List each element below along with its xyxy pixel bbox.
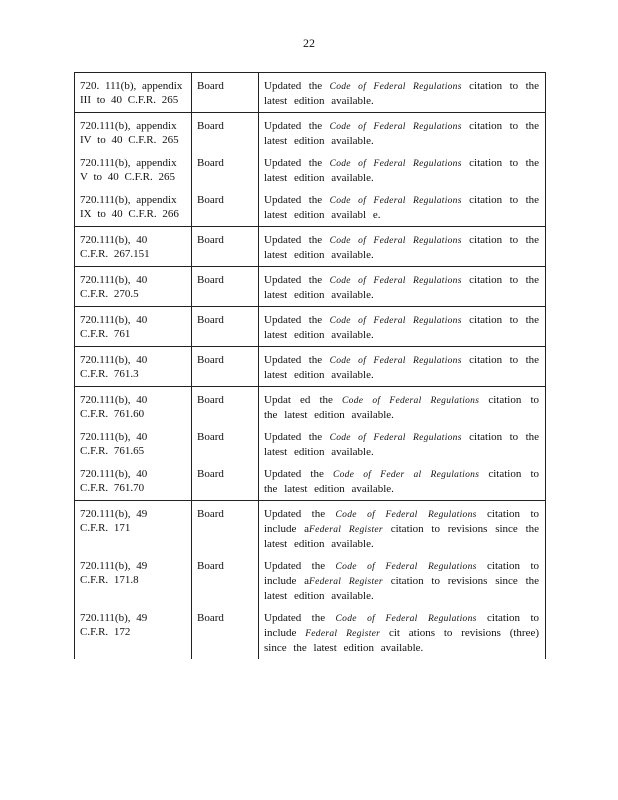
citation-text: 720.111(b), 40 C.F.R. 761.65 [80,431,148,457]
citation-text: 720.111(b), appendix IV to 40 C.F.R. 265 [80,120,179,146]
description-segment: Updated the [264,508,336,520]
citation-cell [75,267,192,307]
description-segment: Updated the [264,120,330,132]
citation-cell [75,463,192,501]
entity-cell [192,189,259,227]
description-segment: citation to the latest edition available. [264,120,540,147]
italic-title: Code of Federal Regulations [329,236,462,246]
citation-cell [75,152,192,189]
entity-cell [192,73,259,113]
entity-text: Board [197,274,224,286]
table-row [75,307,546,347]
table-row [75,113,546,153]
entity-text: Board [197,468,224,480]
description-segment: citation to include a [264,560,540,587]
table-row [75,387,546,427]
italic-title: Code of Federal Regulations [329,196,462,206]
italic-title: Code of Federal Regulations [329,122,462,132]
entity-cell [192,267,259,307]
citation-cell [75,607,192,659]
description-text [264,79,539,108]
entity-cell [192,387,259,427]
entity-text: Board [197,234,224,246]
citation-cell [75,189,192,227]
citation-cell [75,555,192,607]
entity-cell [192,501,259,556]
description-text [264,611,539,655]
entity-cell [192,307,259,347]
citation-cell [75,347,192,387]
description-segment: Updated the [264,194,330,206]
table-row [75,347,546,387]
description-cell [259,555,546,607]
italic-title: Code of Feder al Regulations [332,470,480,480]
italic-title: Code of Federal Regulations [342,396,480,406]
entity-text: Board [197,80,224,92]
table-row [75,555,546,607]
description-cell [259,73,546,113]
italic-title: Federal Register [305,629,381,639]
description-segment: citation to the latest edition available. [264,468,539,495]
table-row [75,426,546,463]
italic-title: Code of Federal Regulations [335,562,477,572]
citation-cell [75,227,192,267]
entity-text: Board [197,194,224,206]
description-segment: Updated the [264,157,330,169]
entity-cell [192,227,259,267]
citation-text: 720.111(b), 49 C.F.R. 171 [80,508,148,534]
citation-cell [75,426,192,463]
italic-title: Code of Federal Regulations [329,82,462,92]
description-segment: Updated the [264,234,330,246]
description-text [264,430,539,459]
description-segment: citation to the latest edition available. [264,157,540,184]
entity-cell [192,463,259,501]
table-row [75,463,546,501]
description-text [264,233,539,262]
description-segment: Updated the [264,80,330,92]
entity-cell [192,426,259,463]
description-text [264,313,539,342]
citation-text: 720.111(b), appendix IX to 40 C.F.R. 266 [80,194,179,220]
description-segment: Updated the [264,274,330,286]
table-row [75,227,546,267]
citation-text: 720.111(b), 40 C.F.R. 761.70 [80,468,148,494]
citation-cell [75,307,192,347]
entity-text: Board [197,431,224,443]
citation-text: 720.111(b), 49 C.F.R. 172 [80,612,148,638]
regulation-table [74,72,546,659]
description-text [264,273,539,302]
citation-text: 720. 111(b), appendix III to 40 C.F.R. 265 [80,80,183,106]
table-row [75,73,546,113]
italic-title: Code of Federal Regulations [329,356,462,366]
description-segment: Updated the [264,431,330,443]
description-segment: citation to the latest edition available. [264,354,540,381]
description-segment: citation to the latest edition available. [264,394,539,421]
entity-cell [192,607,259,659]
description-cell [259,387,546,427]
description-segment: citation to include [264,612,540,639]
description-segment: cit ations to revisions (three) since the latest edition available. [264,627,540,654]
italic-title: Code of Federal Regulations [329,433,462,443]
description-segment: Updat ed the [264,394,343,406]
italic-title: Federal Register [309,577,383,587]
description-segment: citation to the latest edition available. [264,274,540,301]
description-cell [259,227,546,267]
description-segment: Updated the [264,314,330,326]
page-number: 22 [303,36,315,50]
description-text [264,193,539,222]
table-row [75,607,546,659]
italic-title: Code of Federal Regulations [335,614,477,624]
entity-text: Board [197,354,224,366]
description-cell [259,501,546,556]
citation-cell [75,73,192,113]
description-cell [259,607,546,659]
entity-text: Board [197,120,224,132]
citation-text: 720.111(b), 40 C.F.R. 270.5 [80,274,148,300]
description-segment: citation to the latest edition available. [264,80,540,107]
description-cell [259,426,546,463]
citation-text: 720.111(b), 40 C.F.R. 761.60 [80,394,148,420]
description-segment: citation to revisions since the latest edition available. [264,523,540,550]
citation-cell [75,113,192,153]
description-text [264,156,539,185]
description-segment: citation to the latest edition available. [264,234,540,261]
description-cell [259,189,546,227]
citation-text: 720.111(b), 49 C.F.R. 171.8 [80,560,148,586]
table-row [75,501,546,556]
italic-title: Code of Federal Regulations [335,510,477,520]
entity-cell [192,555,259,607]
description-text [264,353,539,382]
description-segment: citation to the latest edition availabl e. [264,194,540,221]
description-segment: Updated the [264,468,333,480]
description-segment: citation to include a [264,508,540,535]
entity-text: Board [197,612,224,624]
description-segment: citation to revisions since the latest edition available. [264,575,540,602]
description-cell [259,267,546,307]
entity-text: Board [197,560,224,572]
entity-cell [192,152,259,189]
citation-text: 720.111(b), appendix V to 40 C.F.R. 265 [80,157,177,183]
description-segment: Updated the [264,612,336,624]
description-cell [259,113,546,153]
description-cell [259,152,546,189]
description-segment: citation to the latest edition available. [264,431,540,458]
description-segment: Updated the [264,354,330,366]
description-cell [259,463,546,501]
italic-title: Federal Register [309,525,383,535]
italic-title: Code of Federal Regulations [329,316,462,326]
citation-text: 720.111(b), 40 C.F.R. 761 [80,314,148,340]
description-segment: citation to the latest edition available. [264,314,540,341]
description-segment: Updated the [264,560,336,572]
citation-text: 720.111(b), 40 C.F.R. 761.3 [80,354,148,380]
description-text [264,119,539,148]
entity-text: Board [197,314,224,326]
citation-cell [75,387,192,427]
citation-cell [75,501,192,556]
entity-cell [192,113,259,153]
description-text [264,507,539,551]
description-text [264,393,539,422]
citation-text: 720.111(b), 40 C.F.R. 267.151 [80,234,150,260]
description-text [264,559,539,603]
table-row [75,152,546,189]
entity-text: Board [197,394,224,406]
entity-text: Board [197,157,224,169]
description-cell [259,307,546,347]
italic-title: Code of Federal Regulations [329,159,462,169]
description-cell [259,347,546,387]
entity-text: Board [197,508,224,520]
italic-title: Code of Federal Regulations [329,276,462,286]
table-row [75,267,546,307]
table-row [75,189,546,227]
entity-cell [192,347,259,387]
description-text [264,467,539,496]
